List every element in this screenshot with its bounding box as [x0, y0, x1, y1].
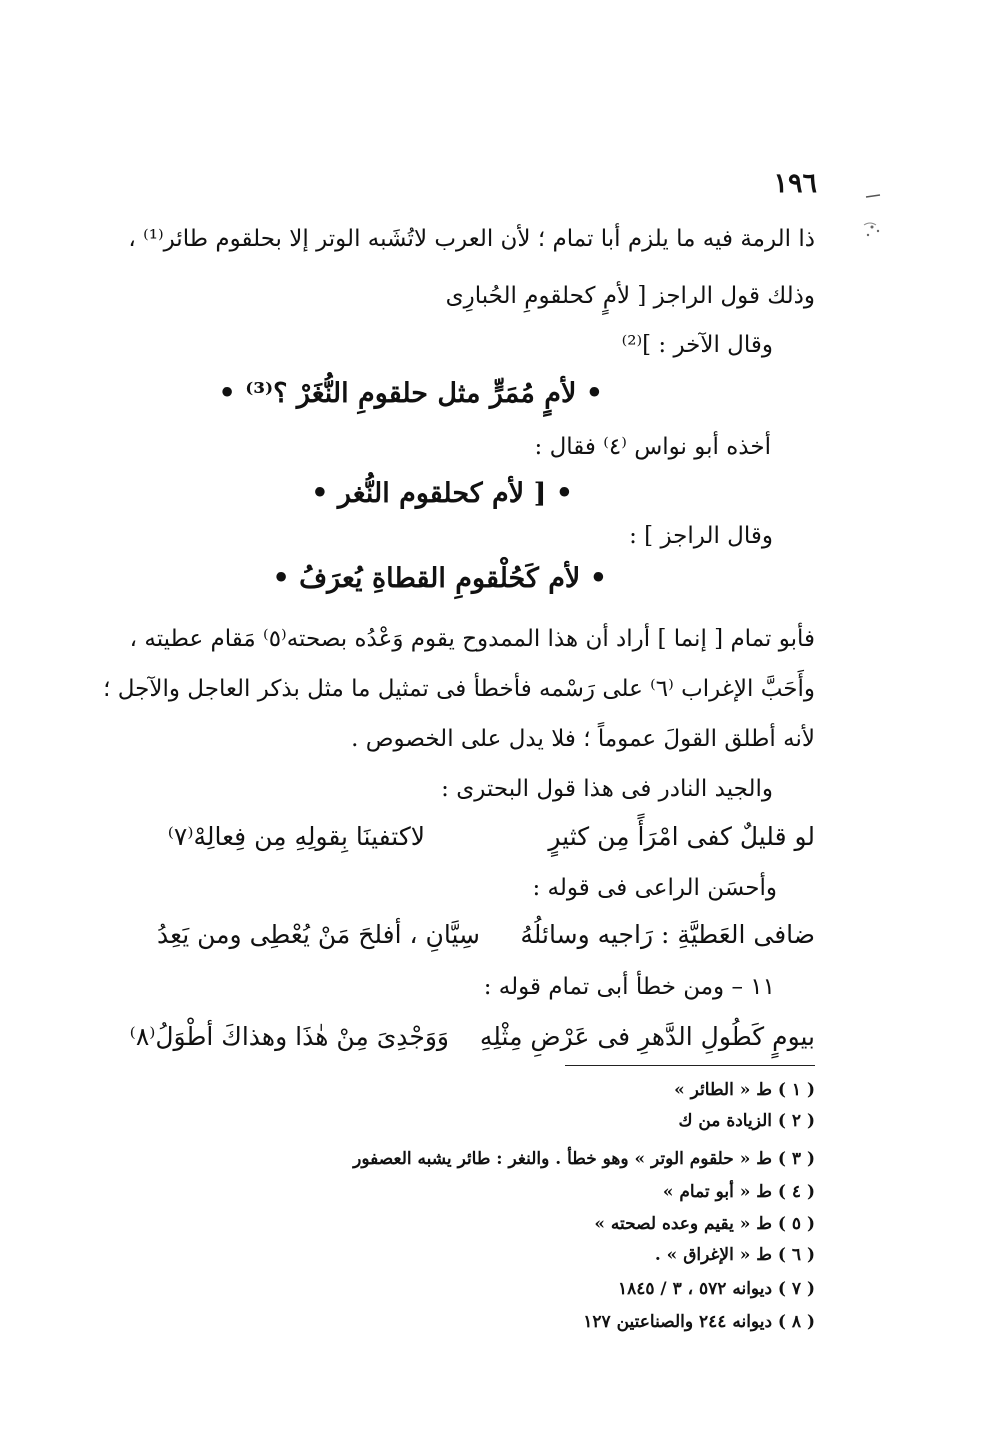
text-line: وذلك قول الراجز [ لأمٍ كحلقومِ الحُبارِى [445, 283, 815, 309]
footnote: ( ٢ ) الزيادة من ك [678, 1111, 815, 1131]
footnote: ( ٨ ) ديوانه ٢٤٤ والصناعتين ١٢٧ [583, 1312, 815, 1332]
verse-line: • لأمٍ مُمَرٍّ مثل حلقومِ النُّغَرْ ؟⁽³⁾ • [218, 378, 603, 409]
section-heading: ١١ – ومن خطأ أبى تمام قوله : [483, 974, 775, 1000]
footnote: ( ٧ ) ديوانه ٥٧٢ ، ٣ / ١٨٤٥ [617, 1279, 815, 1299]
text-line: وأَحَبَّ الإغراب ⁽٦⁾ على رَسْمه فأخطأ فى تمثيل ما مثل بذكر العاجل والآجل ؛ [103, 676, 815, 702]
poem-hemistich-left: لاكتفينَا بِقولِهِ مِن فِعالِهْ⁽٧⁾ [167, 822, 425, 851]
poem-hemistich-right: بيومٍ كَطُولِ الدَّهرِ فى عَرْضِ مِثْلِهِ [479, 1022, 815, 1051]
footnote: ( ٥ ) ط « يقيم وعده لصحته » [594, 1214, 815, 1234]
poem-hemistich-left: وَوَجْدِىَ مِنْ هٰذَا وهذاكَ أطْوَلُ⁽٨⁾ [129, 1022, 449, 1051]
text-line: أخذه أبو نواس ⁽٤⁾ فقال : [534, 434, 771, 460]
poem-hemistich-right: لو قليلٌ كفى امْرَأً مِن كثيرٍ [548, 822, 815, 851]
footnote: ( ٦ ) ط « الإغراق » . [654, 1245, 815, 1265]
text-line: وقال الراجز ] : [629, 523, 773, 549]
text-line: وأحسَن الراعى فى قوله : [532, 875, 777, 901]
text-line: لأنه أطلق القولَ عموماً ؛ فلا يدل على الخصوص . [351, 726, 815, 752]
footnote: ( ١ ) ط « الطائر » [674, 1080, 815, 1100]
verse-line: • [ لأم كحلقوم النُّغر • [311, 478, 573, 509]
footnote: ( ٤ ) ط « أبو تمام » [662, 1182, 815, 1202]
footnote: ( ٣ ) ط « حلقوم الوتر » وهو خطأ . والنغر : طائر يشبه العصفور [353, 1149, 815, 1169]
text-line: وقال الآخر : ]⁽²⁾ [621, 332, 773, 358]
text-line: والجيد النادر فى هذا قول البحترى : [441, 776, 773, 802]
text-line: فأبو تمام [ إنما ] أراد أن هذا الممدوح يقوم وَعْدُه بصحته⁽٥⁾ مَقام عطيته ، [129, 626, 815, 652]
verse-line: • لأم كَحُلْقومِ القطاةِ يُعرَفُ • [272, 563, 607, 594]
poem-hemistich-left: سِيَّانِ ، أفلحَ مَنْ يُعْطِى ومن يَعِدُ [157, 920, 480, 949]
footnote-divider [565, 1065, 815, 1066]
margin-mark-icon [858, 185, 890, 255]
text-line: ذا الرمة فيه ما يلزم أبا تمام ؛ لأن العرب لاتُشَبه الوتر إلا بحلقوم طائر⁽¹⁾ ، [128, 226, 815, 252]
poem-hemistich-right: ضافى العَطيَّةِ : رَاجيه وسائلُهُ [520, 920, 815, 949]
page-number: ١٩٦ [773, 168, 817, 199]
